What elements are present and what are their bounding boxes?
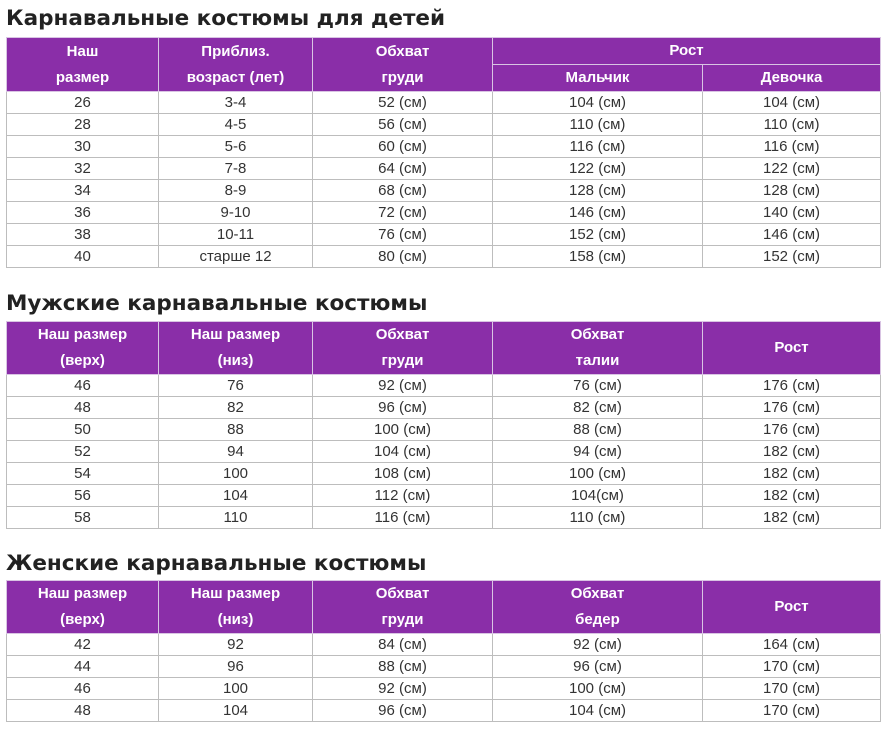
table-cell: 48: [7, 700, 159, 722]
table-cell: 68 (см): [313, 180, 493, 202]
kids-header-size: Наш размер: [7, 38, 159, 92]
women-section-title: Женские карнавальные костюмы: [6, 551, 427, 576]
kids-header-age: Приблиз. возраст (лет): [159, 38, 313, 92]
table-cell: 42: [7, 634, 159, 656]
table-cell: 170 (см): [703, 656, 881, 678]
table-cell: 92 (см): [493, 634, 703, 656]
table-cell: 88 (см): [493, 419, 703, 441]
table-cell: 140 (см): [703, 202, 881, 224]
kids-header-girl: Девочка: [703, 65, 881, 92]
women-header-hips: Обхват бедер: [493, 581, 703, 634]
table-cell: 7-8: [159, 158, 313, 180]
table-cell: 104 (см): [493, 92, 703, 114]
table-row: [7, 375, 881, 397]
table-cell: 152 (см): [703, 246, 881, 268]
men-size-table: [6, 321, 881, 529]
table-cell: 76 (см): [313, 224, 493, 246]
kids-section-title: Карнавальные костюмы для детей: [6, 6, 446, 31]
table-cell: 110 (см): [493, 114, 703, 136]
table-cell: 34: [7, 180, 159, 202]
table-cell: 108 (см): [313, 463, 493, 485]
table-cell: 10-11: [159, 224, 313, 246]
table-cell: 92: [159, 634, 313, 656]
table-cell: 104: [159, 700, 313, 722]
table-row: [7, 419, 881, 441]
table-cell: 26: [7, 92, 159, 114]
table-cell: 8-9: [159, 180, 313, 202]
kids-header-height: Рост: [493, 38, 881, 65]
table-cell: 28: [7, 114, 159, 136]
table-cell: 110 (см): [703, 114, 881, 136]
men-section-title: Мужские карнавальные костюмы: [6, 291, 428, 316]
kids-header-chest: Обхват груди: [313, 38, 493, 92]
table-cell: 170 (см): [703, 678, 881, 700]
table-cell: 176 (см): [703, 397, 881, 419]
women-header-bottom-size: Наш размер (низ): [159, 581, 313, 634]
table-cell: 176 (см): [703, 375, 881, 397]
table-row: [7, 224, 881, 246]
table-cell: 100 (см): [493, 678, 703, 700]
table-cell: 32: [7, 158, 159, 180]
table-cell: 94: [159, 441, 313, 463]
table-cell: 94 (см): [493, 441, 703, 463]
table-cell: 76: [159, 375, 313, 397]
table-row: [7, 678, 881, 700]
table-cell: 82 (см): [493, 397, 703, 419]
table-cell: 9-10: [159, 202, 313, 224]
table-cell: 56: [7, 485, 159, 507]
kids-size-table: [6, 37, 881, 268]
table-cell: 38: [7, 224, 159, 246]
table-cell: 5-6: [159, 136, 313, 158]
table-row: [7, 507, 881, 529]
men-header-height: Рост: [703, 322, 881, 375]
table-cell: старше 12: [159, 246, 313, 268]
table-cell: 104 (см): [703, 92, 881, 114]
table-cell: 92 (см): [313, 678, 493, 700]
kids-table-body: [7, 92, 881, 268]
table-row: [7, 656, 881, 678]
table-cell: 100 (см): [493, 463, 703, 485]
table-row: [7, 92, 881, 114]
table-cell: 104(см): [493, 485, 703, 507]
table-cell: 100: [159, 463, 313, 485]
table-cell: 104: [159, 485, 313, 507]
table-cell: 100 (см): [313, 419, 493, 441]
table-cell: 92 (см): [313, 375, 493, 397]
women-header-height: Рост: [703, 581, 881, 634]
table-cell: 80 (см): [313, 246, 493, 268]
table-row: [7, 180, 881, 202]
table-cell: 170 (см): [703, 700, 881, 722]
table-cell: 46: [7, 678, 159, 700]
men-table-body: [7, 375, 881, 529]
table-cell: 128 (см): [703, 180, 881, 202]
table-cell: 76 (см): [493, 375, 703, 397]
table-cell: 82: [159, 397, 313, 419]
table-cell: 46: [7, 375, 159, 397]
table-cell: 122 (см): [493, 158, 703, 180]
table-cell: 40: [7, 246, 159, 268]
women-header-chest: Обхват груди: [313, 581, 493, 634]
table-cell: 100: [159, 678, 313, 700]
table-cell: 84 (см): [313, 634, 493, 656]
table-cell: 96: [159, 656, 313, 678]
table-cell: 158 (см): [493, 246, 703, 268]
table-cell: 48: [7, 397, 159, 419]
table-row: [7, 158, 881, 180]
table-cell: 122 (см): [703, 158, 881, 180]
women-table-body: [7, 634, 881, 722]
table-cell: 36: [7, 202, 159, 224]
table-cell: 44: [7, 656, 159, 678]
table-row: [7, 485, 881, 507]
table-row: [7, 634, 881, 656]
table-cell: 52 (см): [313, 92, 493, 114]
table-cell: 116 (см): [313, 507, 493, 529]
table-cell: 88: [159, 419, 313, 441]
table-cell: 164 (см): [703, 634, 881, 656]
table-cell: 58: [7, 507, 159, 529]
kids-header-boy: Мальчик: [493, 65, 703, 92]
table-cell: 182 (см): [703, 507, 881, 529]
table-row: [7, 136, 881, 158]
table-cell: 54: [7, 463, 159, 485]
table-cell: 128 (см): [493, 180, 703, 202]
table-cell: 146 (см): [703, 224, 881, 246]
table-cell: 56 (см): [313, 114, 493, 136]
table-cell: 4-5: [159, 114, 313, 136]
table-cell: 182 (см): [703, 441, 881, 463]
table-cell: 30: [7, 136, 159, 158]
table-cell: 182 (см): [703, 463, 881, 485]
table-cell: 110: [159, 507, 313, 529]
table-cell: 96 (см): [313, 397, 493, 419]
table-row: [7, 202, 881, 224]
table-row: [7, 114, 881, 136]
table-cell: 50: [7, 419, 159, 441]
men-header-waist: Обхват талии: [493, 322, 703, 375]
table-cell: 116 (см): [703, 136, 881, 158]
table-cell: 96 (см): [313, 700, 493, 722]
women-size-table: [6, 580, 881, 722]
table-cell: 146 (см): [493, 202, 703, 224]
table-cell: 96 (см): [493, 656, 703, 678]
table-row: [7, 246, 881, 268]
men-header-top-size: Наш размер (верх): [7, 322, 159, 375]
table-cell: 176 (см): [703, 419, 881, 441]
table-cell: 116 (см): [493, 136, 703, 158]
table-row: [7, 700, 881, 722]
table-row: [7, 441, 881, 463]
table-cell: 3-4: [159, 92, 313, 114]
table-cell: 52: [7, 441, 159, 463]
table-cell: 104 (см): [493, 700, 703, 722]
men-header-bottom-size: Наш размер (низ): [159, 322, 313, 375]
table-row: [7, 397, 881, 419]
table-cell: 72 (см): [313, 202, 493, 224]
table-cell: 104 (см): [313, 441, 493, 463]
men-header-chest: Обхват груди: [313, 322, 493, 375]
table-cell: 110 (см): [493, 507, 703, 529]
table-cell: 88 (см): [313, 656, 493, 678]
women-header-top-size: Наш размер (верх): [7, 581, 159, 634]
table-cell: 60 (см): [313, 136, 493, 158]
table-cell: 182 (см): [703, 485, 881, 507]
table-cell: 112 (см): [313, 485, 493, 507]
table-cell: 152 (см): [493, 224, 703, 246]
table-row: [7, 463, 881, 485]
table-cell: 64 (см): [313, 158, 493, 180]
